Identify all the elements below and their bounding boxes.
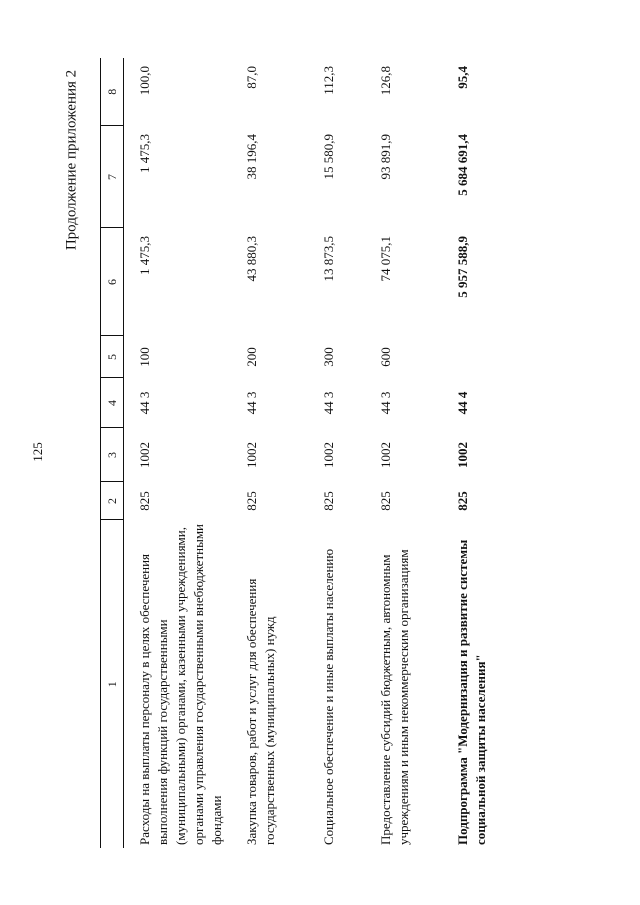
row-plan-amount: 74 075,1	[378, 236, 393, 282]
table-row-subprogram	[442, 58, 490, 848]
budget-table-rotated	[100, 58, 503, 848]
header-col-8: 8	[101, 58, 124, 126]
row-actual-amount: 93 891,9	[378, 134, 393, 180]
row-expense-type: 600	[378, 347, 393, 367]
row-percent: 87,0	[244, 66, 259, 89]
table-row	[231, 58, 308, 848]
row-description: Предоставление субсидий бюджетным, автономным учреждениям и иным некоммерческим организациям	[378, 549, 411, 845]
row-percent: 112,3	[321, 66, 336, 95]
row-description: Социальное обеспечение и иные выплаты населению	[321, 548, 336, 845]
row-plan-amount: 13 873,5	[321, 236, 336, 282]
row-expense-type: 300	[321, 347, 336, 367]
header-col-6: 6	[101, 228, 124, 336]
row-actual-amount: 38 196,4	[244, 134, 259, 180]
row-plan-amount: 1 475,3	[137, 236, 152, 275]
header-col-5: 5	[101, 336, 124, 378]
row-ministry-code: 825	[321, 491, 336, 511]
budget-table	[100, 58, 490, 848]
row-target-code: 44 3	[321, 391, 336, 415]
row-section-code: 1002	[244, 442, 259, 468]
table-row	[365, 58, 442, 848]
row-section-code: 1002	[137, 442, 152, 468]
header-col-4: 4	[101, 378, 124, 428]
row-expense-type: 100	[137, 347, 152, 367]
header-col-3: 3	[101, 428, 124, 482]
row-target-code: 44 3	[244, 391, 259, 415]
row-target-code: 44 3	[137, 391, 152, 415]
row-percent: 95,4	[455, 66, 470, 89]
table-header-row	[101, 58, 124, 848]
header-col-1: 1	[101, 520, 124, 848]
page-number: 125	[30, 442, 45, 462]
row-actual-amount: 5 684 691,4	[455, 134, 470, 196]
row-expense-type: 200	[244, 347, 259, 367]
row-target-code: 44 4	[455, 391, 470, 415]
row-expense-type	[442, 336, 490, 378]
row-plan-amount: 5 957 588,9	[455, 236, 470, 298]
row-section-code: 1002	[455, 442, 470, 468]
row-actual-amount: 1 475,3	[137, 134, 152, 173]
row-percent: 126,8	[378, 66, 393, 96]
row-actual-amount: 15 580,9	[321, 134, 336, 180]
row-description: Подпрограмма "Модернизация и развитие системы социальной защиты населения"	[455, 539, 488, 845]
row-section-code: 1002	[378, 442, 393, 468]
row-description: Закупка товаров, работ и услуг для обеспечения государственных (муниципальных) нужд	[244, 578, 277, 845]
header-col-2: 2	[101, 482, 124, 520]
row-target-code: 44 3	[378, 391, 393, 415]
row-ministry-code: 825	[137, 491, 152, 511]
row-percent: 100,0	[137, 66, 152, 96]
row-ministry-code: 825	[244, 491, 259, 511]
row-plan-amount: 43 880,3	[244, 236, 259, 282]
table-row	[308, 58, 365, 848]
continuation-label: Продолжение приложения 2	[63, 69, 80, 251]
row-section-code: 1002	[321, 442, 336, 468]
table-row	[124, 58, 232, 848]
header-col-7: 7	[101, 126, 124, 228]
row-ministry-code: 825	[455, 491, 470, 511]
row-ministry-code: 825	[378, 491, 393, 511]
row-description: Расходы на выплаты персоналу в целях обеспечения выполнения функций государственными (муниципальными) органами, казенными учреждениями, органами управления государственными внебюджетными фондами	[137, 523, 224, 845]
